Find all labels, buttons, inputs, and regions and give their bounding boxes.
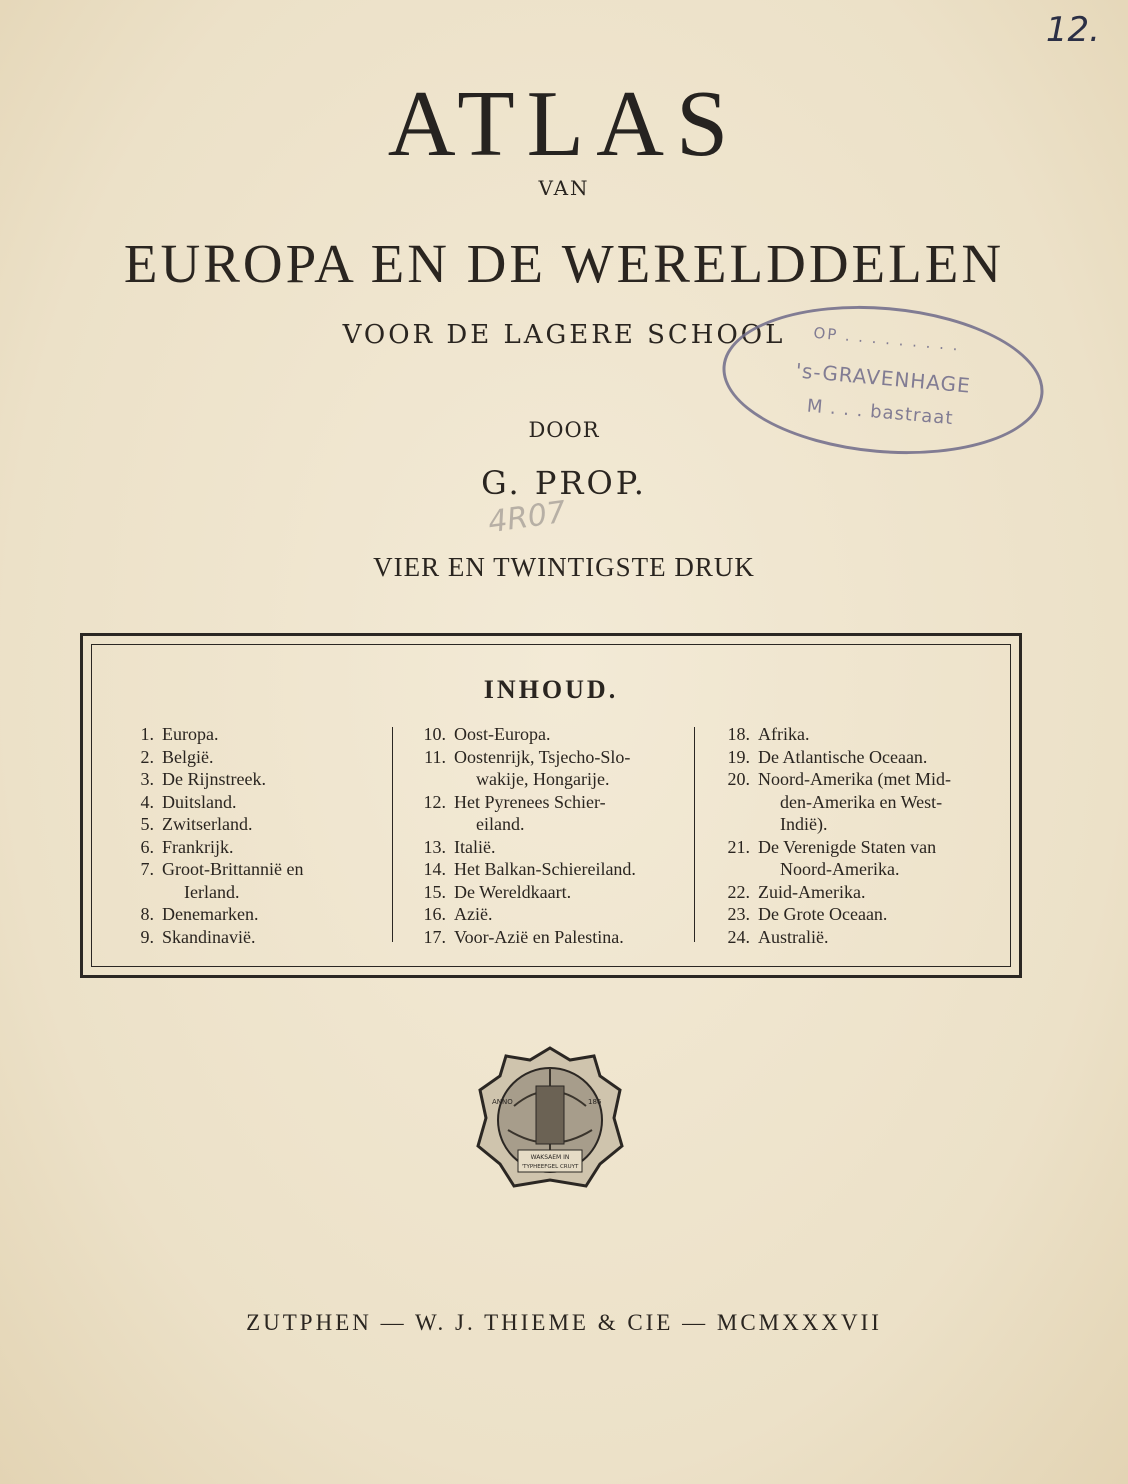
- toc-entry-number: 7.: [140, 859, 154, 879]
- book-subtitle: EUROPA EN DE WERELDDELEN: [123, 233, 1005, 294]
- title-connector: VAN: [538, 176, 590, 200]
- emblem-year: 186: [588, 1098, 602, 1106]
- toc-entry: [120, 926, 380, 949]
- toc-entry-number: 1.: [140, 724, 154, 744]
- toc-entry-title: [758, 881, 996, 904]
- toc-entry-number: 19.: [727, 746, 750, 767]
- pencil-annotation: 4R07: [485, 494, 569, 541]
- toc-entry-title: [162, 926, 380, 949]
- toc-entry-title: [758, 836, 996, 881]
- toc-entry-line: eiland.: [476, 814, 525, 834]
- toc-entry-line: De Atlantische Oceaan.: [758, 746, 928, 767]
- toc-entry: [412, 791, 684, 836]
- toc-entry-number: 14.: [423, 859, 446, 879]
- toc-entry-title: [162, 858, 380, 903]
- toc-entry-number: 11.: [424, 746, 446, 767]
- toc-entry: [120, 746, 380, 769]
- toc-entry: [120, 723, 380, 746]
- stamp-line-2: 's-GRAVENHAGE: [794, 358, 972, 398]
- toc-entry-title: [162, 768, 380, 791]
- toc-entry-number: 24.: [727, 926, 750, 947]
- toc-entry-line: De Wereldkaart.: [454, 881, 572, 902]
- toc-entry-line: Europa.: [162, 724, 219, 744]
- toc-entry-line: De Rijnstreek.: [162, 769, 266, 789]
- column-divider: [392, 727, 393, 942]
- toc-entry-number: 18.: [727, 724, 750, 744]
- toc-entry: [716, 836, 996, 881]
- toc-column-3: [716, 723, 996, 948]
- toc-entry-line: Ierland.: [184, 881, 240, 902]
- toc-column-2: [412, 723, 684, 948]
- toc-entry-number: 9.: [140, 926, 154, 947]
- toc-entry-number: 4.: [140, 791, 154, 812]
- toc-entry: [716, 926, 996, 949]
- toc-entry-line: Duitsland.: [162, 791, 237, 812]
- toc-entry-line: Azië.: [454, 904, 493, 924]
- table-of-contents: [80, 633, 1022, 978]
- toc-entry-line: Skandinavië.: [162, 926, 256, 947]
- toc-entry: [716, 723, 996, 746]
- toc-entry-title: [758, 903, 996, 926]
- toc-entry-title: [758, 723, 996, 746]
- toc-entry: [716, 746, 996, 769]
- toc-entry-number: 16.: [423, 904, 446, 924]
- toc-entry: [412, 926, 684, 949]
- toc-entry-title: [758, 926, 996, 949]
- toc-entry-number: 22.: [727, 881, 750, 902]
- toc-entry-number: 8.: [140, 904, 154, 924]
- toc-entry-title: [454, 903, 684, 926]
- toc-entry: [120, 903, 380, 926]
- toc-entry: [120, 858, 380, 903]
- toc-entry: [716, 768, 996, 836]
- toc-entry-title: [162, 813, 380, 836]
- toc-entry-title: [454, 836, 684, 859]
- toc-entry-line: De Verenigde Staten van: [758, 836, 937, 857]
- toc-entry-number: 21.: [727, 836, 750, 857]
- emblem-figure: [536, 1086, 564, 1144]
- toc-entry: [716, 881, 996, 904]
- toc-entry-title: [758, 768, 996, 836]
- toc-entry-number: 10.: [423, 724, 446, 744]
- toc-entry-title: [758, 746, 996, 769]
- toc-column-1: [120, 723, 380, 948]
- author-name: G. PROP.: [481, 464, 647, 502]
- toc-entry-line: Groot-Brittannië en: [162, 859, 304, 879]
- toc-entry: [120, 813, 380, 836]
- toc-entry-line: Oost-Europa.: [454, 724, 551, 744]
- toc-entry-line: Australië.: [758, 926, 829, 947]
- toc-entry: [412, 746, 684, 791]
- toc-entry: [412, 723, 684, 746]
- emblem-anno: ANNO: [492, 1098, 513, 1106]
- toc-entry-line: Denemarken.: [162, 904, 259, 924]
- handwritten-page-number: 12.: [1045, 10, 1100, 50]
- toc-entry-line: Het Pyrenees Schier-: [454, 791, 606, 812]
- toc-entry: [120, 836, 380, 859]
- toc-entry-line: Voor-Azië en Palestina.: [454, 926, 624, 947]
- toc-entry-number: 20.: [727, 769, 750, 789]
- toc-entry-number: 3.: [140, 769, 154, 789]
- audience-line: VOOR DE LAGERE SCHOOL: [342, 320, 786, 350]
- toc-entry-number: 23.: [727, 904, 750, 924]
- toc-entry-title: [454, 858, 684, 881]
- toc-entry: [120, 768, 380, 791]
- toc-entry-line: Noord-Amerika.: [780, 859, 900, 879]
- by-label: DOOR: [528, 418, 600, 442]
- publisher-emblem: [474, 1046, 626, 1192]
- toc-entry-line: Zuid-Amerika.: [758, 881, 866, 902]
- column-divider: [694, 727, 695, 942]
- stamp-line-3: M . . . bastraat: [806, 395, 955, 430]
- emblem-motto-1: WAKSAEM IN: [530, 1154, 570, 1161]
- toc-entry-number: 15.: [423, 881, 446, 902]
- toc-entry-title: [162, 723, 380, 746]
- stamp-line-1: OP . . . . . . . . .: [812, 323, 961, 355]
- toc-entry-line: Frankrijk.: [162, 836, 234, 857]
- toc-entry-title: [454, 791, 684, 836]
- toc-entry-title: [454, 881, 684, 904]
- toc-entry-line: Noord-Amerika (met Mid-: [758, 769, 951, 789]
- toc-entry-title: [162, 791, 380, 814]
- toc-entry-line: Oostenrijk, Tsjecho-Slo-: [454, 746, 631, 767]
- toc-entry-line: wakije, Hongarije.: [476, 769, 610, 789]
- toc-entry-title: [162, 836, 380, 859]
- toc-entry-line: Italië.: [454, 836, 496, 857]
- toc-entry: [412, 903, 684, 926]
- toc-entry-title: [162, 746, 380, 769]
- toc-entry-line: Zwitserland.: [162, 814, 253, 834]
- toc-entry-line: De Grote Oceaan.: [758, 904, 888, 924]
- toc-entry-number: 2.: [140, 746, 154, 767]
- toc-entry: [412, 836, 684, 859]
- toc-entry-line: Het Balkan-Schiereiland.: [454, 859, 636, 879]
- book-title: ATLAS: [387, 72, 741, 176]
- toc-entry-line: België.: [162, 746, 214, 767]
- toc-entry: [412, 858, 684, 881]
- toc-entry-number: 13.: [423, 836, 446, 857]
- toc-entry-title: [162, 903, 380, 926]
- toc-entry-title: [454, 926, 684, 949]
- toc-entry: [716, 903, 996, 926]
- publisher-imprint: ZUTPHEN — W. J. THIEME & CIE — MCMXXXVII: [246, 1310, 882, 1335]
- edition-line: VIER EN TWINTIGSTE DRUK: [373, 552, 755, 582]
- toc-entry: [120, 791, 380, 814]
- toc-heading: INHOUD.: [483, 675, 619, 704]
- toc-entry-number: 12.: [423, 791, 446, 812]
- toc-entry-number: 6.: [140, 836, 154, 857]
- toc-entry: [412, 881, 684, 904]
- emblem-motto-2: 'TYPHEEFGEL CRUYT: [521, 1164, 579, 1170]
- toc-entry-line: den-Amerika en West-: [780, 791, 943, 812]
- toc-inner-frame: [91, 644, 1011, 967]
- toc-entry-title: [454, 746, 684, 791]
- toc-entry-line: Afrika.: [758, 724, 810, 744]
- toc-entry-title: [454, 723, 684, 746]
- toc-entry-number: 17.: [423, 926, 446, 947]
- toc-entry-line: Indië).: [780, 814, 828, 834]
- toc-entry-number: 5.: [140, 814, 154, 834]
